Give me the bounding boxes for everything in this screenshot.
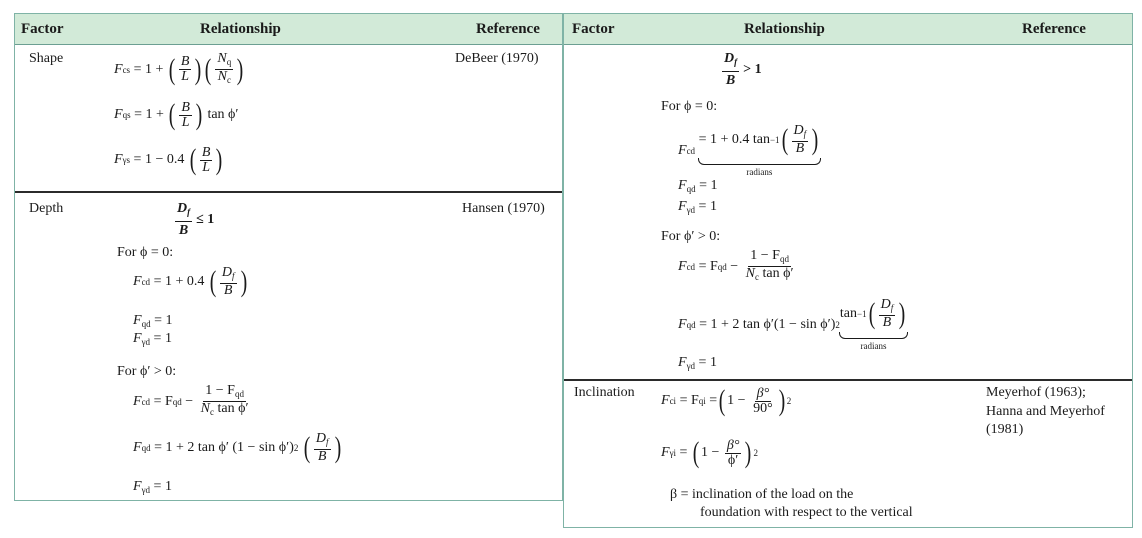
header-relationship: Relationship bbox=[744, 21, 825, 37]
depth-eq-fyd: $F_{\gamma d} = 1$ bbox=[133, 331, 172, 347]
depth-eq-fqd: $F_{qd} = 1$ bbox=[133, 313, 173, 329]
for-phi-positive: For ϕ′ > 0: bbox=[661, 229, 721, 244]
depth2-eq-fcd2: F cd = F qd − $\frac{1 - F_{qd}}{N_c \tan \phi'}$ bbox=[678, 248, 794, 282]
depth2-eq-fyd: $F_{\gamma d} = 1$ bbox=[678, 199, 717, 215]
shape-eq-fcs: F cs = 1 + ( $\frac{B}{L}$ ) ( $\frac{N_q}{N_c}$ ) bbox=[114, 51, 244, 86]
header-relationship: Relationship bbox=[200, 21, 281, 37]
depth-eq-fcd2: F cd = F qd − $\frac{1 - F_{qd}}{N_c \tan \phi'}$ bbox=[133, 383, 249, 417]
reference-meyerhof-2: Hanna and Meyerhof bbox=[986, 404, 1105, 419]
reference-meyerhof-3: (1981) bbox=[986, 422, 1024, 437]
for-phi-positive: For ϕ′ > 0: bbox=[117, 364, 177, 379]
row-separator bbox=[15, 191, 562, 193]
depth-eq-fcd: F cd = 1 + 0.4 ( $\frac{D_f}{B}$ ) bbox=[133, 265, 247, 298]
depth-eq-fqd2: F qd = 1 + 2 tan ϕ′ (1 − sin ϕ′) 2 ( $\frac{D_f}{B}$ ) bbox=[133, 431, 341, 464]
row-separator bbox=[564, 379, 1132, 381]
depth2-eq-fqd2: F qd = 1 + 2 tan ϕ′(1 − sin ϕ′) 2 tan −1 ( $\frac{D_f}{B}$ ) radians bbox=[678, 298, 907, 351]
header-factor: Factor bbox=[572, 21, 615, 37]
beta-definition-line2: foundation with respect to the vertical bbox=[700, 505, 913, 520]
shape-eq-fys: F γs = 1 − 0.4 ( $\frac{B}{L}$ ) bbox=[114, 143, 223, 176]
factor-depth: Depth bbox=[29, 201, 64, 216]
reference-debeer: DeBeer (1970) bbox=[455, 51, 539, 66]
reference-hansen: Hansen (1970) bbox=[462, 201, 545, 216]
radians-label: radians bbox=[860, 341, 887, 351]
factor-shape: Shape bbox=[29, 51, 64, 66]
factor-inclination: Inclination bbox=[574, 385, 635, 400]
inclination-eq-fci: F ci = F qi = ( 1 − $\frac{\beta^\circ}{90^\circ}$ ) 2 bbox=[661, 384, 792, 417]
right-table-panel bbox=[563, 13, 1133, 528]
depth-condition-gt1: $\frac{D_f}{B}$ > 1 bbox=[724, 51, 762, 88]
left-table-panel bbox=[14, 13, 563, 501]
depth2-eq-fyd2: $F_{\gamma d} = 1$ bbox=[678, 355, 717, 371]
inclination-eq-fyi: F γi = ( 1 − $\frac{\beta^\circ}{\phi'}$ ) 2 bbox=[661, 436, 758, 469]
depth-condition-le1: $\frac{D_f}{B}$ ≤ 1 bbox=[177, 201, 215, 238]
shape-eq-fqs: F qs = 1 + ( $\frac{B}{L}$ ) tan ϕ′ bbox=[114, 98, 239, 131]
radians-label: radians bbox=[746, 167, 773, 177]
header-reference: Reference bbox=[476, 21, 540, 37]
right-table-header bbox=[564, 14, 1132, 45]
for-phi-zero: For ϕ = 0: bbox=[117, 245, 174, 260]
depth2-eq-fcd: F cd = 1 + 0.4 tan −1 ( $\frac{D_f}{B}$ ) radians bbox=[678, 124, 820, 177]
for-phi-zero: For ϕ = 0: bbox=[661, 99, 718, 114]
reference-meyerhof-1: Meyerhof (1963); bbox=[986, 385, 1086, 400]
header-reference: Reference bbox=[1022, 21, 1086, 37]
depth2-eq-fqd: $F_{qd} = 1$ bbox=[678, 178, 718, 194]
beta-definition-line1: β = inclination of the load on the bbox=[670, 487, 854, 502]
depth-eq-fyd2: $F_{\gamma d} = 1$ bbox=[133, 479, 172, 495]
left-table-header bbox=[15, 14, 562, 45]
header-factor: Factor bbox=[21, 21, 64, 37]
